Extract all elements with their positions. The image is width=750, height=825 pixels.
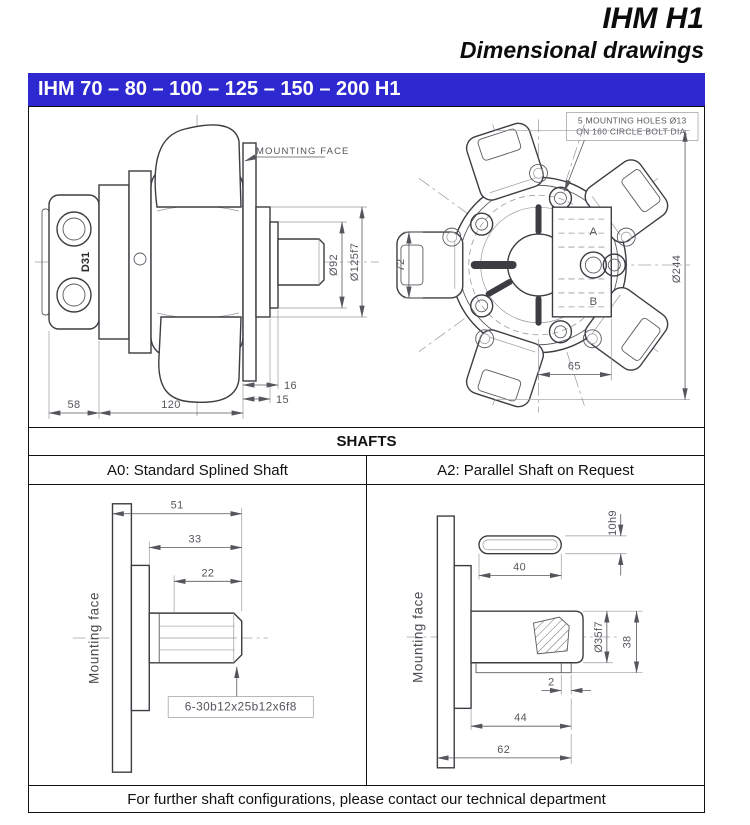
pilot-spigot	[256, 207, 270, 317]
dim-port-offset: 65	[567, 360, 581, 373]
mounting-face-label: MOUNTING FACE	[256, 146, 350, 157]
valve-housing	[99, 185, 129, 339]
page-subtitle: Dimensional drawings	[459, 37, 704, 63]
shaft-a2-header: A2: Parallel Shaft on Request	[366, 456, 704, 484]
dim-pilot-dia: Ø125f7	[349, 242, 361, 282]
a0-pilot-plate	[131, 565, 149, 710]
a0-spline-spec: 6-30b12x25b12x6f8	[184, 699, 297, 714]
note-line1: 5 MOUNTING HOLES Ø13	[577, 115, 687, 126]
a2-dim-shaft-length: 44	[514, 712, 528, 725]
dim-flange-width: 58	[67, 399, 81, 411]
dim-outer-dia: Ø244	[671, 254, 684, 284]
port-a-label: A	[589, 226, 598, 239]
a0-dim-shaft-length: 33	[188, 533, 202, 546]
a2-dim-total-length: 62	[497, 743, 511, 756]
a2-dim-key-height: 10h9	[606, 510, 619, 536]
series-banner: IHM 70 – 80 – 100 – 125 – 150 – 200 H1	[28, 73, 705, 106]
a2-key-section	[534, 617, 570, 654]
dim-boss-depth: 16	[284, 380, 298, 392]
front-view-drawing	[389, 107, 704, 425]
page-title: IHM H1	[602, 2, 704, 35]
a2-pilot-plate	[454, 566, 471, 709]
cam-lobe-top	[155, 125, 241, 207]
shaft-column-headers	[29, 455, 704, 484]
output-shaft	[278, 239, 324, 285]
a2-dim-key-length: 40	[513, 561, 527, 574]
shaft-boss	[270, 222, 278, 308]
dim-body-length: 120	[161, 399, 181, 411]
a0-dim-total-length: 51	[170, 499, 184, 512]
shaft-a0-header: A0: Standard Splined Shaft	[107, 461, 288, 479]
a0-dim-spline-length: 22	[201, 567, 215, 580]
main-drawings-row	[29, 107, 704, 427]
a0-shaft-drawing	[29, 485, 365, 785]
port-b-label: B	[589, 295, 598, 308]
a0-mounting-face-label: Mounting face	[86, 591, 102, 684]
a2-dim-overall-height: 38	[621, 635, 634, 649]
a0-flange-plate	[113, 504, 132, 772]
shaft-drawings-row	[29, 484, 704, 785]
shaft-a2-cell	[366, 485, 704, 785]
dim-pilot-depth: 15	[276, 394, 290, 406]
dim-port-width: 72	[394, 258, 407, 272]
drawing-sheet	[28, 106, 705, 813]
side-view-drawing	[29, 107, 389, 425]
a2-key-plan	[479, 536, 561, 554]
port-block	[552, 207, 611, 317]
dim-boss-dia: Ø92	[328, 254, 340, 276]
a2-flange-plate	[437, 516, 454, 768]
port-code-label: D31	[80, 251, 92, 273]
a2-shaft-drawing	[367, 485, 703, 785]
a2-dim-shaft-dia: Ø35f7	[592, 621, 605, 653]
note-line2: ON 160 CIRCLE BOLT DIA.	[576, 126, 689, 137]
title-block	[0, 2, 704, 64]
a2-mounting-face-label: Mounting face	[410, 591, 426, 683]
shafts-section-header: SHAFTS	[29, 427, 704, 455]
shaft-a0-cell	[29, 485, 366, 785]
mounting-flange-plate	[243, 143, 256, 381]
footer-note: For further shaft configurations, please contact our technical department	[29, 785, 704, 812]
cam-lobe-bottom	[159, 317, 241, 402]
a2-dim-step: 2	[548, 676, 555, 689]
